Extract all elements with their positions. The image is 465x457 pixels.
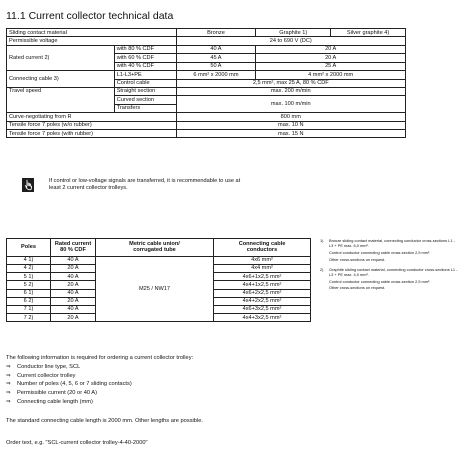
- arrow-right-icon: ⇒: [6, 363, 11, 370]
- list-item: [6, 389, 446, 398]
- current-cell: 40 A: [51, 256, 96, 264]
- order-intro: The following information is required for ordering a current collector trolley:: [6, 355, 194, 361]
- current-cell: 20 A: [51, 265, 96, 273]
- bronze-value: 45 A: [176, 54, 256, 62]
- footnotes: [320, 238, 460, 295]
- technical-data-table: [6, 28, 406, 138]
- table-row: [7, 130, 406, 138]
- header-line: Metric cable union/: [129, 241, 180, 247]
- current-cell: 20 A: [51, 314, 96, 322]
- table-row: [7, 87, 406, 95]
- order-section: [6, 354, 446, 407]
- table-row: [7, 256, 311, 264]
- poles-cell: 7 1): [7, 306, 51, 314]
- material-label: Sliding contact material: [7, 29, 177, 37]
- poles-cell: 6 1): [7, 289, 51, 297]
- curved-section-value: max. 100 m/min: [176, 96, 405, 113]
- current-cell: 40 A: [51, 306, 96, 314]
- bronze-header: Bronze: [176, 29, 256, 37]
- footnote: [320, 267, 460, 293]
- curve-radius-label: Curve-negotiating from R: [7, 113, 177, 121]
- curve-radius-value: 800 mm: [176, 113, 405, 121]
- curved-section-label: Curved section: [114, 96, 176, 104]
- footnote-line: Other cross-sections on request.: [329, 285, 386, 291]
- conductors-cell: 4x6+3x2,5 mm²: [214, 306, 311, 314]
- order-example-text: Order text, e.g. "SCL-current collector trolley-4-40-2000": [6, 440, 148, 446]
- header-line: Rated current: [54, 241, 92, 247]
- note-line: least 2 current collector trolleys.: [49, 185, 128, 192]
- travel-speed-label: Travel speed: [7, 87, 115, 112]
- current-cell: 40 A: [51, 289, 96, 297]
- table-row: [7, 71, 406, 79]
- main-cable-label: L1-L3+PE: [114, 71, 176, 79]
- control-cable-label: Control cable: [114, 79, 176, 87]
- arrow-right-icon: ⇒: [6, 390, 11, 397]
- cdf-label: with 40 % CDF: [114, 62, 176, 70]
- tensile-w-rubber-value: max. 15 N: [176, 130, 405, 138]
- cdf-label: with 60 % CDF: [114, 54, 176, 62]
- poles-cell: 5 2): [7, 281, 51, 289]
- current-cell: 40 A: [51, 273, 96, 281]
- transfers-label: Transfers: [114, 104, 176, 112]
- table-header-row: [7, 29, 406, 37]
- poles-cell: 6 2): [7, 297, 51, 305]
- graphite-value: 25 A: [256, 62, 406, 70]
- bronze-cable-value: 6 mm² x 2000 mm: [176, 71, 256, 79]
- bronze-value: 40 A: [176, 45, 256, 53]
- conductors-cell: 4x4+3x2,5 mm²: [214, 314, 311, 322]
- note-line: If control or low-voltage signals are transferred, it is recommendable to use at: [49, 178, 241, 184]
- voltage-label: Permissible voltage: [7, 37, 177, 45]
- conductors-cell: 4x6+1x2,5 mm²: [214, 273, 311, 281]
- connecting-cable-label: Connecting cable 3): [7, 71, 115, 88]
- poles-cell: 5 1): [7, 273, 51, 281]
- footnote-number: 2): [320, 266, 324, 272]
- footnote-number: 1): [320, 238, 324, 243]
- header-line: corrugated tube: [133, 247, 176, 254]
- footnote-line: Control conductor connecting cable cross-section 2,5 mm².: [329, 278, 431, 284]
- page-title: 11.1 Current collector technical data: [6, 10, 174, 22]
- poles-header: Poles: [7, 239, 51, 257]
- conductors-header: [214, 239, 311, 257]
- cable-union-header: [96, 239, 214, 257]
- footnote-line: Graphite sliding contact material, connecting conductor cross-sections L1 - L3 + PE max. 4,0 mm².: [329, 266, 458, 277]
- list-item-text: Permissible current (20 or 40 A): [17, 390, 97, 397]
- list-item: [6, 398, 446, 407]
- table-row: [7, 45, 406, 53]
- table-header-row: [7, 239, 311, 257]
- header-line: 80 % CDF: [60, 247, 86, 254]
- poles-table: [6, 238, 311, 322]
- footnote-line: Control conductor connecting cable cross-section 2,5 mm².: [329, 250, 431, 256]
- table-row: [7, 113, 406, 121]
- graphite-header: Graphite 1): [256, 29, 331, 37]
- tensile-wo-rubber-value: max. 10 N: [176, 121, 405, 129]
- conductors-cell: 4x4 mm²: [214, 265, 311, 273]
- header-line: Connecting cable: [238, 241, 286, 247]
- order-list: [6, 363, 446, 407]
- voltage-value: 24 to 690 V (DC): [176, 37, 405, 45]
- conductors-cell: 4x6 mm²: [214, 256, 311, 264]
- graphite-value: 20 A: [256, 45, 406, 53]
- cdf-label: with 80 % CDF: [114, 45, 176, 53]
- list-item: [6, 363, 446, 372]
- header-line: conductors: [246, 247, 278, 254]
- list-item-text: Conductor line type, SCL: [17, 363, 81, 370]
- footnote-line: Bronze sliding contact material, connecting conductor cross-sections L1 - L3 + PE max. 6,0 mm².: [329, 238, 455, 249]
- note-text: [49, 178, 419, 193]
- footnote: [320, 238, 460, 264]
- graphite-value: 20 A: [256, 54, 406, 62]
- cable-union-cell: M25 / NW17: [96, 256, 214, 322]
- tensile-w-rubber-label: Tensile force 7 poles (with rubber): [7, 130, 177, 138]
- footnote-line: Other cross-sections on request.: [329, 256, 386, 262]
- tensile-wo-rubber-label: Tensile force 7 poles (w/o rubber): [7, 121, 177, 129]
- conductors-cell: 4x4+2x2,5 mm²: [214, 297, 311, 305]
- poles-cell: 7 2): [7, 314, 51, 322]
- conductors-cell: 4x6+2x2,5 mm²: [214, 289, 311, 297]
- bronze-value: 50 A: [176, 62, 256, 70]
- list-item-text: Connecting cable length (mm): [17, 399, 93, 406]
- silver-graphite-header: Silver graphite 4): [331, 29, 406, 37]
- rated-current-header: [51, 239, 96, 257]
- table-row: [7, 37, 406, 45]
- poles-cell: 4 1): [7, 256, 51, 264]
- list-item-text: Number of poles (4, 5, 6 or 7 sliding contacts): [17, 381, 132, 388]
- graphite-cable-value: 4 mm² x 2000 mm: [256, 71, 406, 79]
- rated-current-label: Rated current 2): [7, 45, 115, 70]
- current-cell: 20 A: [51, 281, 96, 289]
- control-cable-value: 2,5 mm², max 25 A, 80 % CDF: [176, 79, 405, 87]
- straight-section-label: Straight section: [114, 87, 176, 95]
- poles-cell: 4 2): [7, 265, 51, 273]
- arrow-right-icon: ⇒: [6, 372, 11, 379]
- hand-pointing-icon: [22, 178, 34, 192]
- standard-length-text: The standard connecting cable length is 2000 mm. Other lengths are possible.: [6, 418, 203, 424]
- straight-section-value: max. 200 m/min: [176, 87, 405, 95]
- list-item-text: Current collector trolley: [17, 372, 76, 379]
- list-item: [6, 380, 446, 389]
- arrow-right-icon: ⇒: [6, 381, 11, 388]
- current-cell: 20 A: [51, 297, 96, 305]
- arrow-right-icon: ⇒: [6, 399, 11, 406]
- conductors-cell: 4x4+1x2,5 mm²: [214, 281, 311, 289]
- list-item: [6, 372, 446, 381]
- table-row: [7, 121, 406, 129]
